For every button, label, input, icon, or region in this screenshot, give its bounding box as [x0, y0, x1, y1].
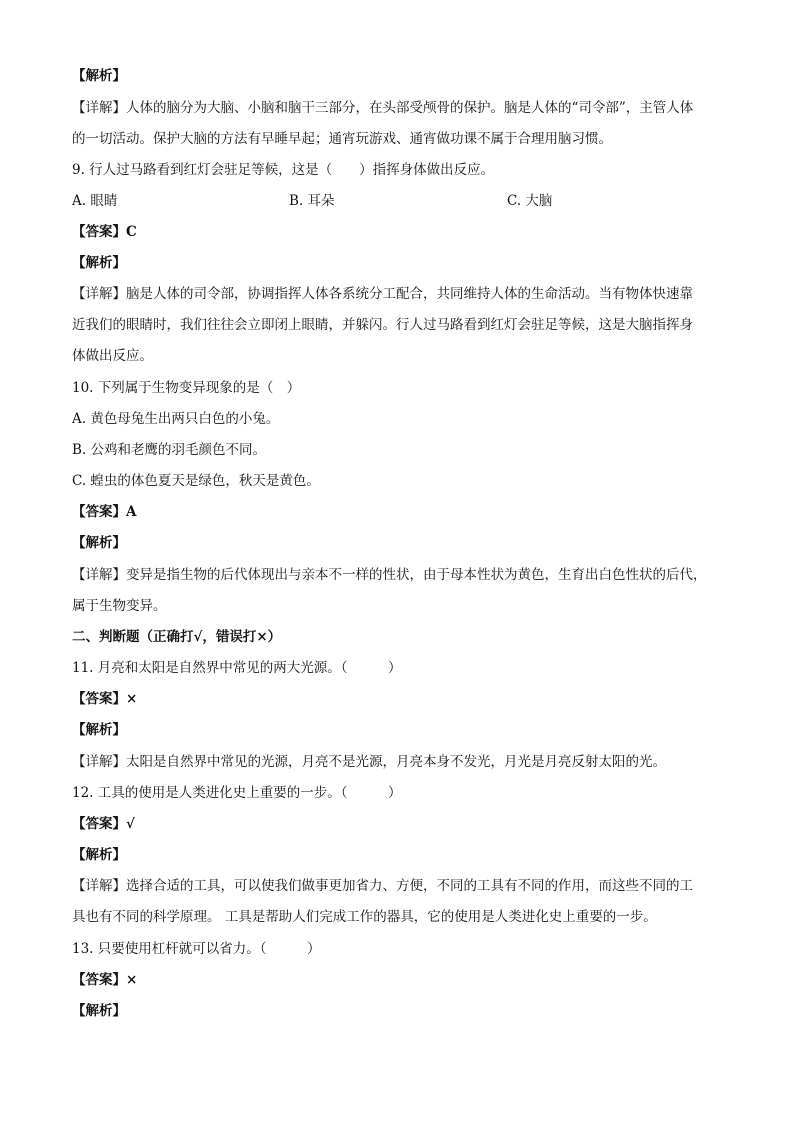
- answer-label: 【答案】×: [72, 691, 138, 707]
- q9-option-b: B. 耳朵: [289, 193, 335, 209]
- question-11: 11. 月亮和太阳是自然界中常见的两大光源。（ ）: [72, 660, 402, 676]
- explanation-text: 【详解】变异是指生物的后代体现出与亲本不一样的性状，由于母本性状为黄色，生育出白色性状的后代，: [72, 567, 707, 583]
- analysis-label: 【解析】: [72, 1003, 126, 1019]
- explanation-text: 【详解】选择合适的工具，可以使我们做事更加省力、方便，不同的工具有不同的作用，而这些不同的工: [72, 878, 693, 894]
- question-9: 9. 行人过马路看到红灯会驻足等候，这是（ ）指挥身体做出反应。: [72, 162, 495, 178]
- q10-option-c: C. 蝗虫的体色夏天是绿色，秋天是黄色。: [72, 473, 320, 489]
- explanation-text: 【详解】太阳是自然界中常见的光源，月亮不是光源，月亮本身不发光，月光是月亮反射太阳的光。: [72, 754, 666, 770]
- analysis-label: 【解析】: [72, 255, 126, 271]
- answer-label: 【答案】×: [72, 972, 138, 988]
- answer-label: 【答案】√: [72, 816, 135, 832]
- explanation-text: 【详解】人体的脑分为大脑、小脑和脑干三部分，在头部受颅骨的保护。脑是人体的“司令部”，主管人体: [72, 100, 694, 116]
- explanation-text: 的一切活动。保护大脑的方法有早睡早起；通宵玩游戏、通宵做功课不属于合理用脑习惯。: [72, 131, 612, 147]
- q10-option-b: B. 公鸡和老鹰的羽毛颜色不同。: [72, 442, 267, 458]
- answer-label: 【答案】C: [72, 224, 137, 240]
- q9-option-a: A. 眼睛: [72, 193, 118, 209]
- explanation-text: 体做出反应。: [72, 348, 153, 364]
- section-heading: 二、判断题（正确打√，错误打×）: [72, 629, 282, 645]
- q9-option-c: C. 大脑: [507, 193, 553, 209]
- explanation-text: 属于生物变异。: [72, 598, 167, 614]
- answer-label: 【答案】A: [72, 504, 137, 520]
- question-12: 12. 工具的使用是人类进化史上重要的一步。（ ）: [72, 785, 402, 801]
- explanation-text: 具也有不同的科学原理。 工具是帮助人们完成工作的器具，它的使用是人类进化史上重要的一步。: [72, 909, 657, 925]
- analysis-label: 【解析】: [72, 847, 126, 863]
- analysis-label: 【解析】: [72, 68, 126, 84]
- q10-option-a: A. 黄色母兔生出两只白色的小兔。: [72, 411, 280, 427]
- explanation-text: 近我们的眼睛时，我们往往会立即闭上眼睛，并躲闪。行人过马路看到红灯会驻足等候，这是大脑指挥身: [72, 317, 693, 333]
- analysis-label: 【解析】: [72, 535, 126, 551]
- question-13: 13. 只要使用杠杆就可以省力。（ ）: [72, 941, 321, 957]
- question-10: 10. 下列属于生物变异现象的是（ ）: [72, 380, 301, 396]
- explanation-text: 【详解】脑是人体的司令部，协调指挥人体各系统分工配合，共同维持人体的生命活动。当有物体快速靠: [72, 286, 693, 302]
- analysis-label: 【解析】: [72, 722, 126, 738]
